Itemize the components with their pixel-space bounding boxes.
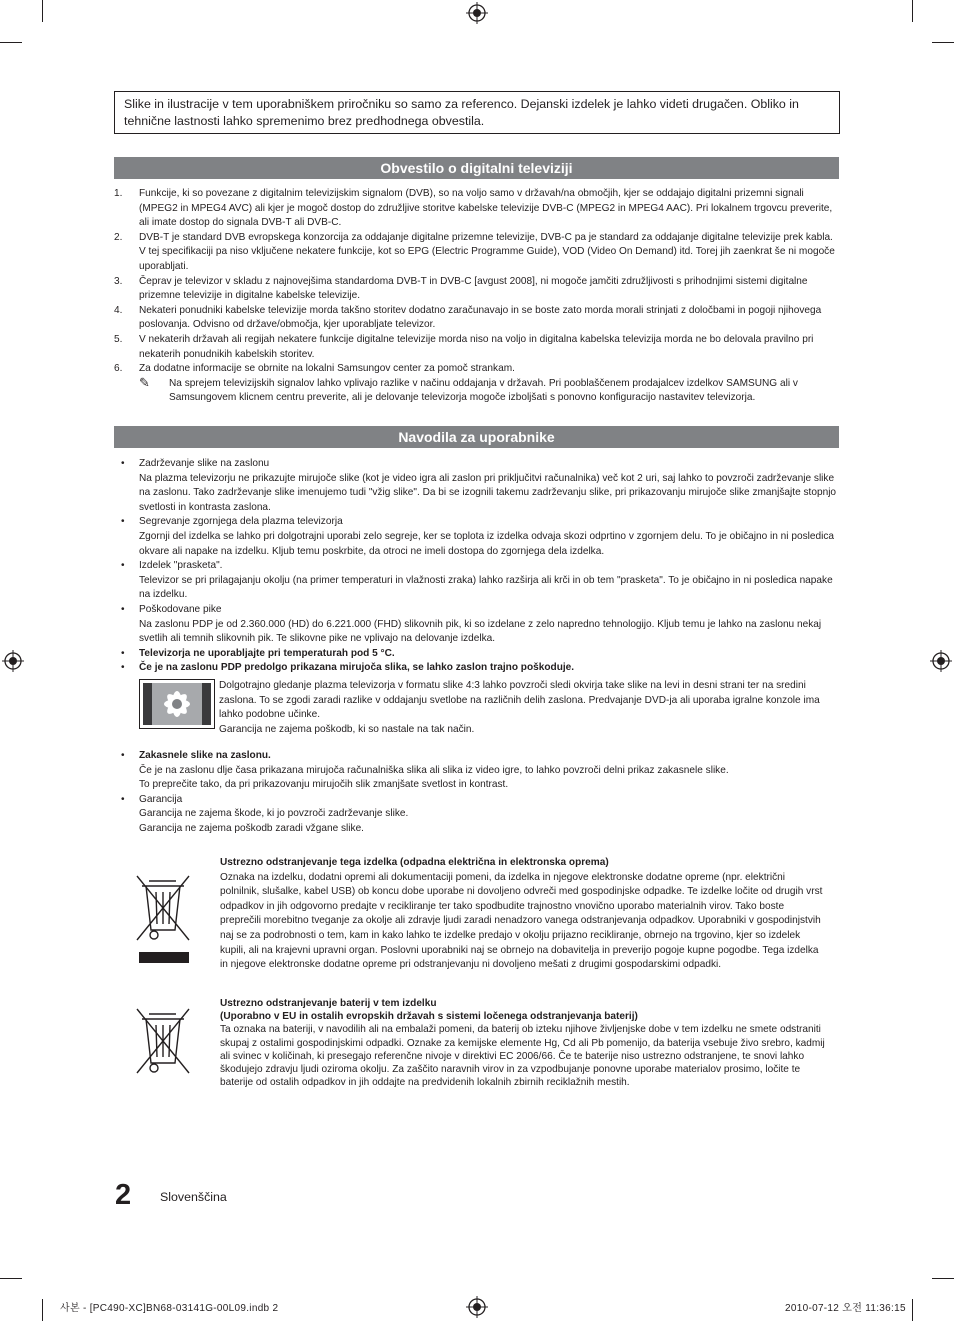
crop-mark [42, 0, 43, 22]
bullet-icon: • [121, 458, 125, 469]
item-body-line: Če je na zaslonu dlje časa prikazana mirujoča računalniška slika ali slika iz video igre, to lahko povzroči delni prikaz zakasnele slike. [139, 764, 729, 776]
item-text: Za dodatne informacije se obrnite na lokalni Samsungov center za pomoč strankam. [139, 363, 515, 375]
disclaimer-notice: Slike in ilustracije v tem uporabniškem priročniku so samo za referenco. Dejanski izdelek je lahko videti drugačen. Obliko in tehnične lastnosti lahko spremenimo brez predhodnega obvestila. [114, 91, 840, 134]
list-item [114, 231, 840, 275]
registration-mark-icon [466, 2, 488, 24]
list-item [114, 793, 840, 837]
disposal-title: Ustrezno odstranjevanje baterij v tem izdelku [220, 998, 437, 1009]
crop-mark [0, 1278, 22, 1279]
item-heading: Zakasnele slike na zaslonu. [139, 749, 271, 761]
item-text: Nekateri ponudniki kabelske televizije morda takšno storitev dodatno zaračunavajo in se boste zato morda morali strinjati z določbami in pogoji njihovega poslovanja. Odvisno od države/območja, kjer uporabljate televizor. [139, 304, 822, 331]
item-body: Zgornji del izdelka se lahko pri dolgotrajni uporabi zelo segreje, ker se toplota iz izdelka odvaja skozi odprtino v zgornjem delu. To je običajno in ni posledica okvare ali napake na izdelku. Kljub temu poskrbite, da otroci ne imeli dostopa do zgornjega dela izdelka. [139, 530, 834, 557]
item-heading: Poškodovane pike [139, 603, 222, 615]
list-item [114, 304, 840, 333]
item-heading: Segrevanje zgornjega dela plazma televizorja [139, 516, 343, 528]
list-item [114, 457, 840, 515]
registration-mark-icon [2, 650, 24, 672]
bullet-icon: • [121, 603, 125, 615]
bullet-icon: • [121, 749, 125, 761]
item-body-line: Garancija ne zajema škode, ki jo povzroči zadrževanje slike. [139, 808, 409, 820]
item-heading: Televizorja ne uporabljajte pri temperaturah pod 5 °C. [139, 647, 395, 659]
page-language: Slovenščina [160, 1190, 227, 1204]
list-item [114, 362, 840, 377]
disposal-title: Ustrezno odstranjevanje tega izdelka (odpadna električna in elektronska oprema) [220, 857, 609, 868]
disposal-body: Ta oznaka na bateriji, v navodilih ali na embalaži pomeni, da baterij ob izteku njihove življenjske dobe v tem izdelku ne smete odstraniti skupaj z ostalimi gospodinjskimi odpadki. Oznake za kemijske elemente Hg, Cd ali Pb pomenijo, da baterija vsebuje živo srebro, kadmij ali svinec v količinah, ki presegajo referenčne nivoje v direktivi EC 2006/66. Če te baterije niso ustrezno odstranjene, te snovi lahko škodujejo zdravju ljudi oziroma okolju. Za zaščito naravnih virov in za vzpodbujanje ponovne uporabe materialov prosimo, ločite te baterije od ostalih odpadkov in jih oddajte na predvidenih lokalnih zbirnih reciklažnih mestih. [220, 1024, 825, 1089]
section-title-digital-tv: Obvestilo o digitalni televiziji [114, 157, 839, 179]
crop-mark [0, 42, 22, 43]
item-number: 4. [114, 304, 123, 316]
item-text: Funkcije, ki so povezane z digitalnim televizijskim signalom (DVB), so na voljo samo v državah/na območjih, kjer se oddajajo digitalni prizemni signali (MPEG2 in MPEG4 AVC) ali kjer je mogoč dostop do združljive storitve kabelske televizije DVB-C (MPEG2 in MPEG4 AAC). Pri lokalnem trgovcu preverite, ali imate dostop do signala DVB-T ali DVB-C. [139, 188, 833, 229]
crop-mark [912, 0, 913, 22]
item-number: 6. [114, 363, 123, 375]
registration-mark-icon [930, 650, 952, 672]
bullet-icon: • [121, 793, 125, 805]
list-item [114, 187, 840, 231]
list-item [114, 275, 840, 304]
weee-disposal-section [220, 856, 825, 973]
crop-mark [932, 1278, 954, 1279]
item-number: 3. [114, 275, 123, 287]
battery-disposal-section [220, 997, 825, 1089]
registration-mark-icon [466, 1296, 488, 1318]
list-item [114, 515, 840, 559]
bullet-icon: • [121, 647, 125, 659]
page-number: 2 [115, 1179, 132, 1211]
list-item [114, 559, 840, 603]
disposal-subtitle: (Uporabno v EU in ostalih evropskih državah s sistemi ločenega odstranjevanja baterij) [220, 1011, 638, 1023]
list-item [114, 749, 840, 793]
item-number: 5. [114, 333, 123, 345]
tv-screen-flower-image [139, 679, 215, 729]
item-number: 1. [114, 188, 123, 199]
print-slug-timestamp: 2010-07-12 오전 11:36:15 [785, 1303, 906, 1314]
weee-crossed-bin-icon [134, 872, 192, 966]
list-item [114, 661, 840, 676]
list-item [114, 603, 840, 647]
bullet-icon: • [121, 560, 125, 572]
battery-crossed-bin-icon [134, 1008, 192, 1076]
figure-text-line: Dolgotrajno gledanje plazma televizorja v formatu slike 4:3 lahko povzroči sledi okvirja take slike na levi in desni strani ter na sredini zaslona. To se zgodi zaradi razlike v oddajanju svetlobe na različnih delih zaslona. Predvajanje DVD-ja ali uporaba igralne konzole ima lahko podobne učinke. [219, 679, 820, 721]
crop-mark [42, 1299, 43, 1321]
list-item [114, 647, 840, 662]
item-body: Na plazma televizorju ne prikazujte mirujoče slike (kot je video igra ali zaslon pri priključitvi računalnika) več kot 2 uri, saj lahko to povzroči zadrževanje slike na zaslonu. Tako zadrževanje slike imenujemo tudi "vžig slike". Da bi se izognili takemu zadrževanju slike, pri prikazovanju mirujoče slike zmanjšajte stopnjo svetlosti in kontrasta zaslona. [139, 472, 837, 513]
crop-mark [912, 1299, 913, 1321]
burn-in-figure [139, 679, 840, 743]
user-instructions-list [114, 457, 840, 836]
pencil-note-icon: ✎ [139, 374, 150, 390]
item-body: Televizor se pri prilagajanju okolju (na primer temperaturi in vlažnosti zraka) lahko razširja ali krči in ob tem "prasketa". To je običajno in ni posledica napake na izdelku. [139, 574, 833, 601]
bullet-icon: • [121, 516, 125, 528]
digital-tv-list [114, 187, 840, 406]
disposal-body: Oznaka na izdelku, dodatni opremi ali dokumentaciji pomeni, da izdelka in njegove elektronske dodatne opreme (npr. električni polnilnik, slušalke, kabel USB) ob koncu dobe uporabe ni dovoljeno odvreči med gospodinjske odpadke. Te izdelke ločite od drugih vrst odpadkov in jih odgovorno predajte v recikliranje ter tako spodbudite trajnostno vnovično uporabo materialnih virov. Tako boste preprečili morebitno tveganje za okolje ali zdravje ljudi zaradi nenadzoro vanega odstranjevanja odpadkov. Uporabniki v gospodinjstvih naj se za podrobnosti o tem, kam in kako lahko te izdelke predajo v okolju prijazno recikliranje, obrnejo na trgovino, kjer so izdelek kupili, ali na krajevni upravni organ. Poslovni uporabniki naj se obrnejo na dobavitelja in preverijo pogoje kupne pogodbe. Tega izdelka in njegove elektronske dodatne opreme pri odstranjevanju ni dovoljeno mešati z drugimi gospodarskimi odpadki. [220, 871, 823, 971]
list-item [114, 333, 840, 362]
item-heading: Izdelek "prasketa". [139, 560, 223, 572]
figure-text-line: Garancija ne zajema poškodb, ki so nastale na tak način. [219, 723, 475, 735]
note [114, 374, 840, 406]
item-number: 2. [114, 231, 123, 243]
crop-mark [932, 42, 954, 43]
note-text: Na sprejem televizijskih signalov lahko vplivajo razlike v načinu oddajanja v državah. Pri pooblaščenem prodajalcev izdelkov SAMSUNG ali v Samsungovem klicnem centru preverite, ali je delovanje televizorja mogoče izboljšati s ponovno konfiguracijo nastavitev televizorja. [169, 377, 798, 404]
item-body: Na zaslonu PDP je od 2.360.000 (HD) do 6.221.000 (FHD) slikovnih pik, ki so izdelane z zelo napredno tehnologijo. Kljub temu je lahko na zaslonu nekaj svetlih ali temnih slikovnih pik. Te slikovne pike ne vplivajo na delovanje izdelka. [139, 618, 822, 645]
figure-text [219, 679, 841, 737]
bullet-icon: • [121, 662, 125, 674]
item-body-line: To preprečite tako, da pri prikazovanju mirujočih slik zmanjšate svetlost in kontrast. [139, 779, 509, 791]
item-heading: Garancija [139, 793, 183, 805]
item-heading: Če je na zaslonu PDP predolgo prikazana mirujoča slika, se lahko zaslon trajno poškoduje. [139, 662, 575, 674]
item-body-line: Garancija ne zajema poškodb zaradi vžgane slike. [139, 822, 364, 834]
item-text: V nekaterih državah ali regijah nekatere funkcije digitalne televizije morda niso na voljo in digitalna kabelska televizija morda ne bo delovala pravilno pri nekaterih ponudnikih kabelskih storitev. [139, 333, 814, 360]
section-title-user-instructions: Navodila za uporabnike [114, 426, 839, 448]
item-text: DVB-T je standard DVB evropskega konzorcija za oddajanje digitalne prizemne televizije, DVB-C pa je standard za oddajanje digitalne televizije prek kabla. V tej specifikaciji pa niso vključene nekatere funkcije, kot so EPG (Electric Programme Guide), VOD (Video On Demand) itd. Torej jih zaenkrat še ni mogoče uporabljati. [139, 231, 835, 272]
item-heading: Zadrževanje slike na zaslonu [139, 458, 270, 469]
print-slug-filename: 사본 - [PC490-XC]BN68-03141G-00L09.indb 2 [60, 1303, 279, 1314]
item-text: Čeprav je televizor v skladu z najnovejšima standardoma DVB-T in DVB-C [avgust 2008], ni mogoče jamčiti združljivosti s prihodnjimi sistemi digitalne prizemne televizije in digitalne kabelske televizije. [139, 275, 808, 302]
